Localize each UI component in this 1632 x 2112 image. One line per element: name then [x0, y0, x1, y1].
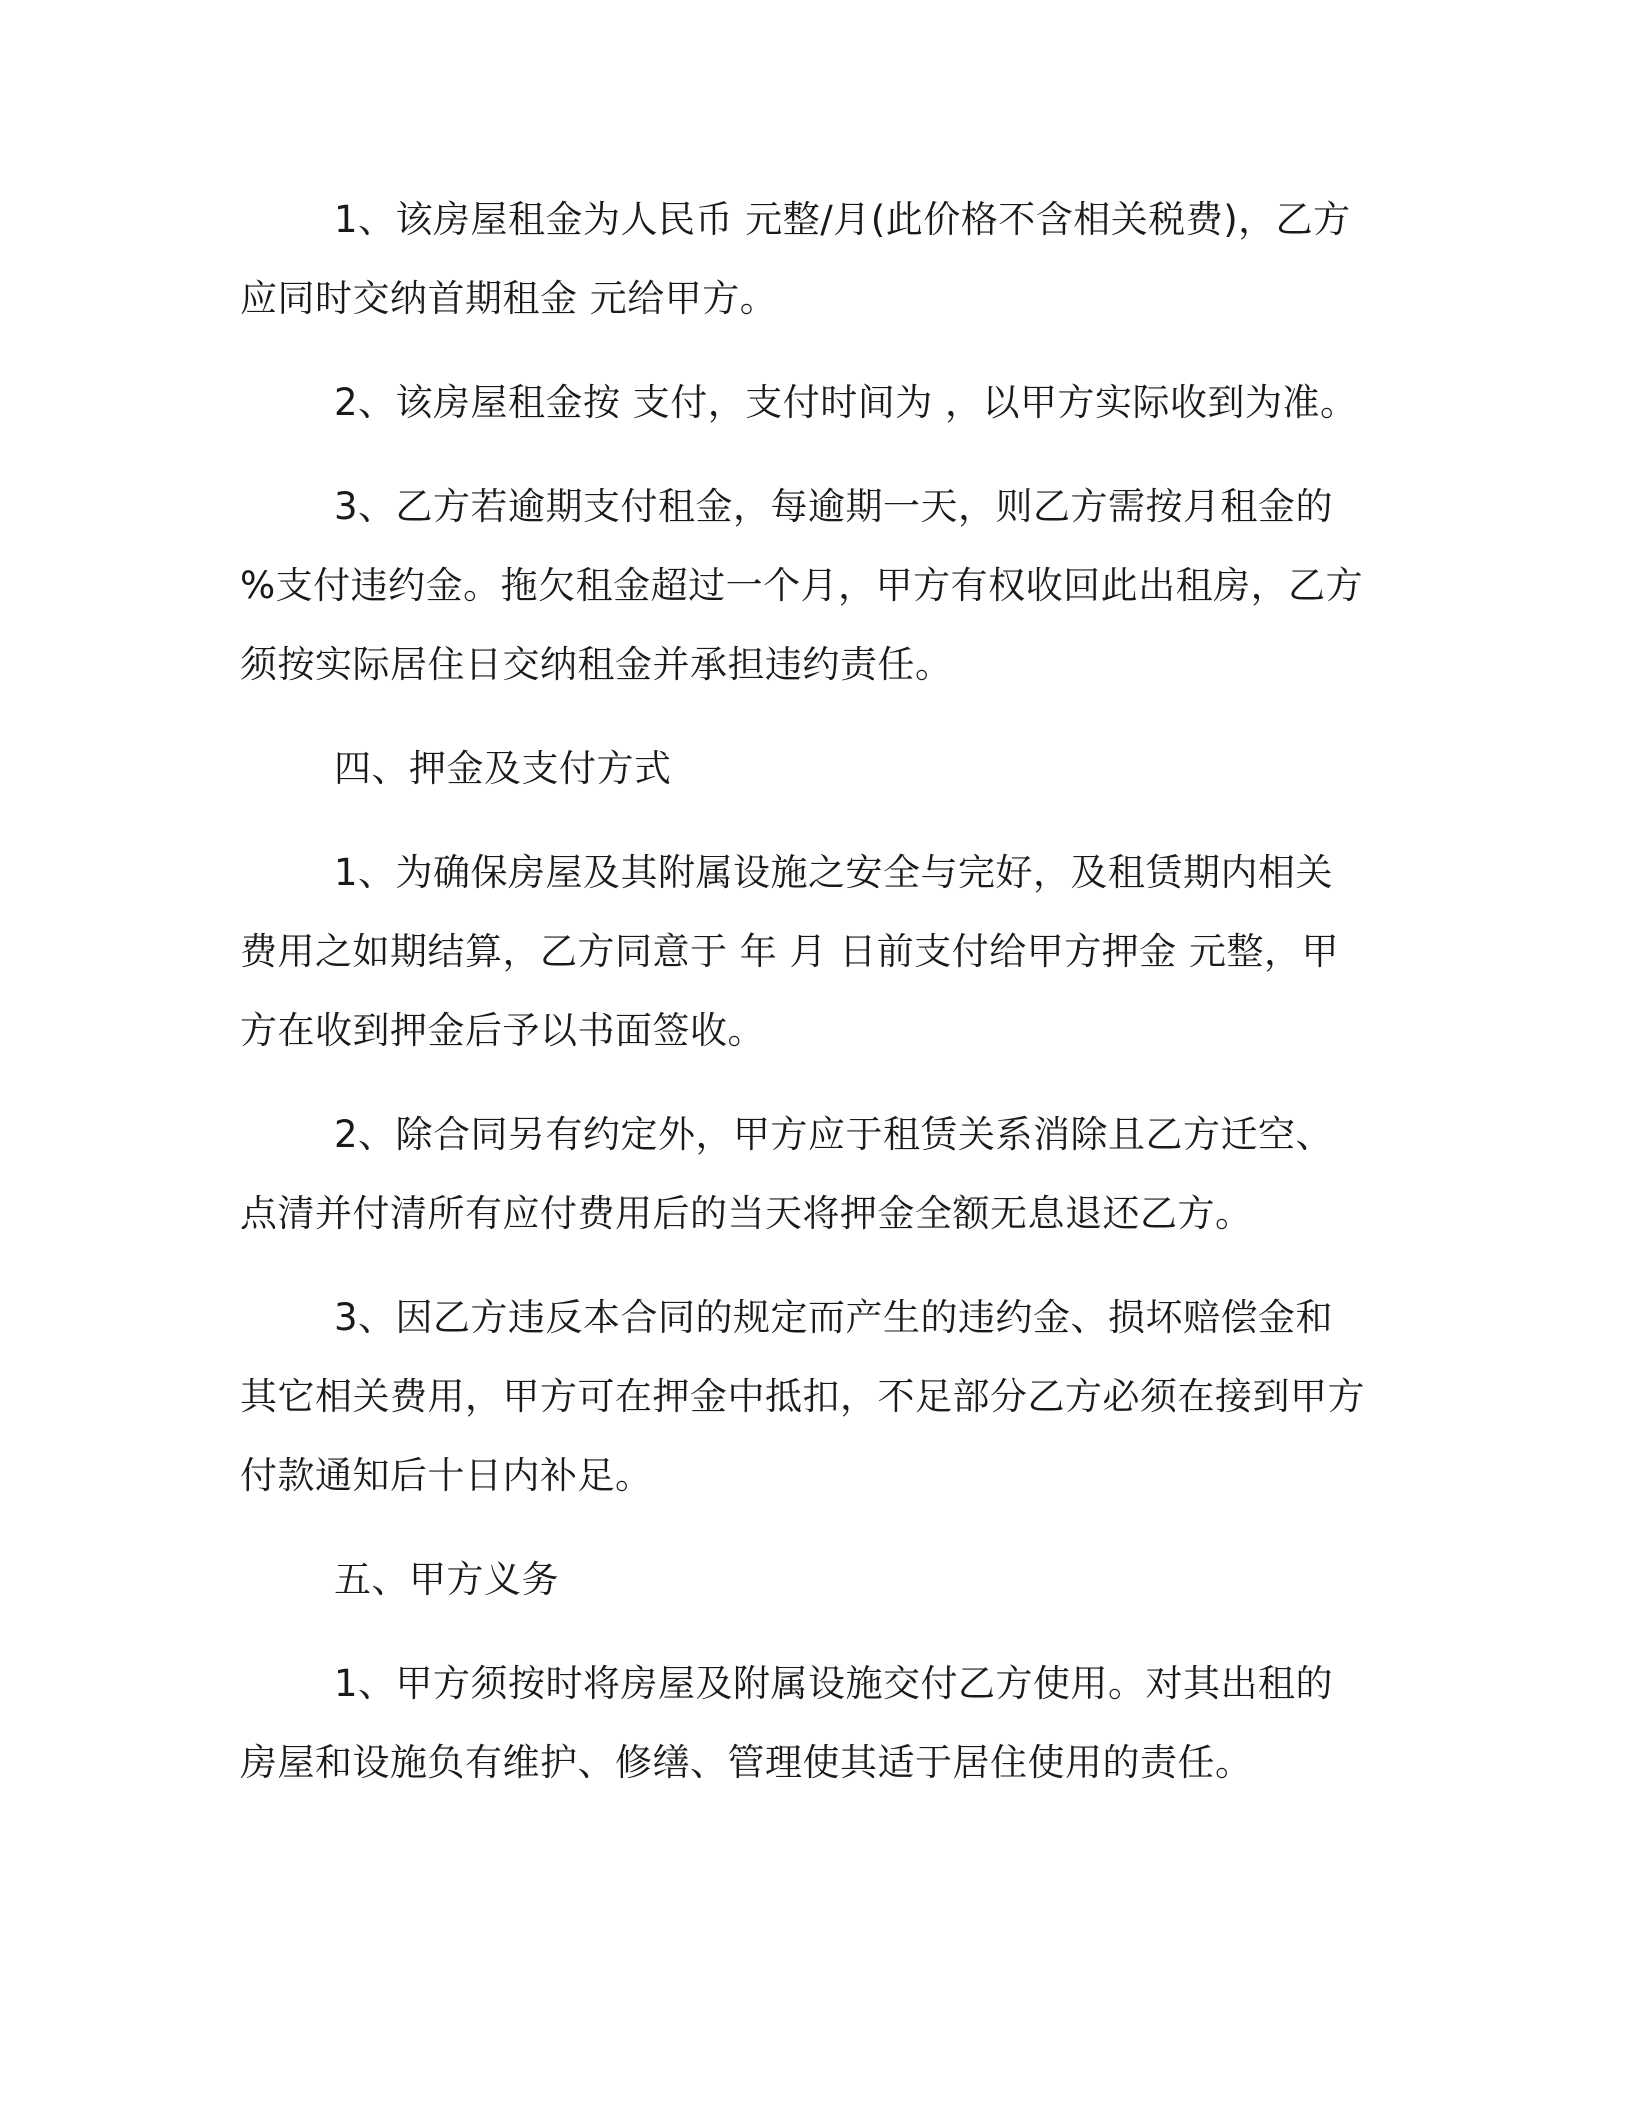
party-a-obligation-clause: 1、甲方须按时将房屋及附属设施交付乙方使用。对其出租的房屋和设施负有维护、修缮、管理使其适于居住使用的责任。 [240, 1662, 1334, 1784]
document-body [240, 180, 1370, 1802]
deposit-deduction-clause: 3、因乙方违反本合同的规定而产生的违约金、损坏赔偿金和其它相关费用，甲方可在押金中抵扣，不足部分乙方必须在接到甲方付款通知后十日内补足。 [240, 1296, 1365, 1497]
deposit-refund-clause: 2、除合同另有约定外，甲方应于租赁关系消除且乙方迁空、点清并付清所有应付费用后的当天将押金全额无息退还乙方。 [240, 1113, 1334, 1235]
section-heading-deposit: 四、押金及支付方式 [334, 747, 672, 790]
late-payment-clause: 3、乙方若逾期支付租金，每逾期一天，则乙方需按月租金的 %支付违约金。拖欠租金超过一个月，甲方有权收回此出租房，乙方须按实际居住日交纳租金并承担违约责任。 [240, 485, 1364, 686]
rent-payment-clause: 2、该房屋租金按 支付，支付时间为 ，以甲方实际收到为准。 [334, 381, 1358, 424]
deposit-payment-clause: 1、为确保房屋及其附属设施之安全与完好，及租赁期内相关费用之如期结算，乙方同意于 年 月 日前支付给甲方押金 元整，甲方在收到押金后予以书面签收。 [240, 851, 1340, 1052]
rent-amount-clause: 1、该房屋租金为人民币 元整/月(此价格不含相关税费)，乙方应同时交纳首期租金 元给甲方。 [240, 198, 1351, 320]
section-heading-party-a-obligations: 五、甲方义务 [334, 1558, 559, 1601]
